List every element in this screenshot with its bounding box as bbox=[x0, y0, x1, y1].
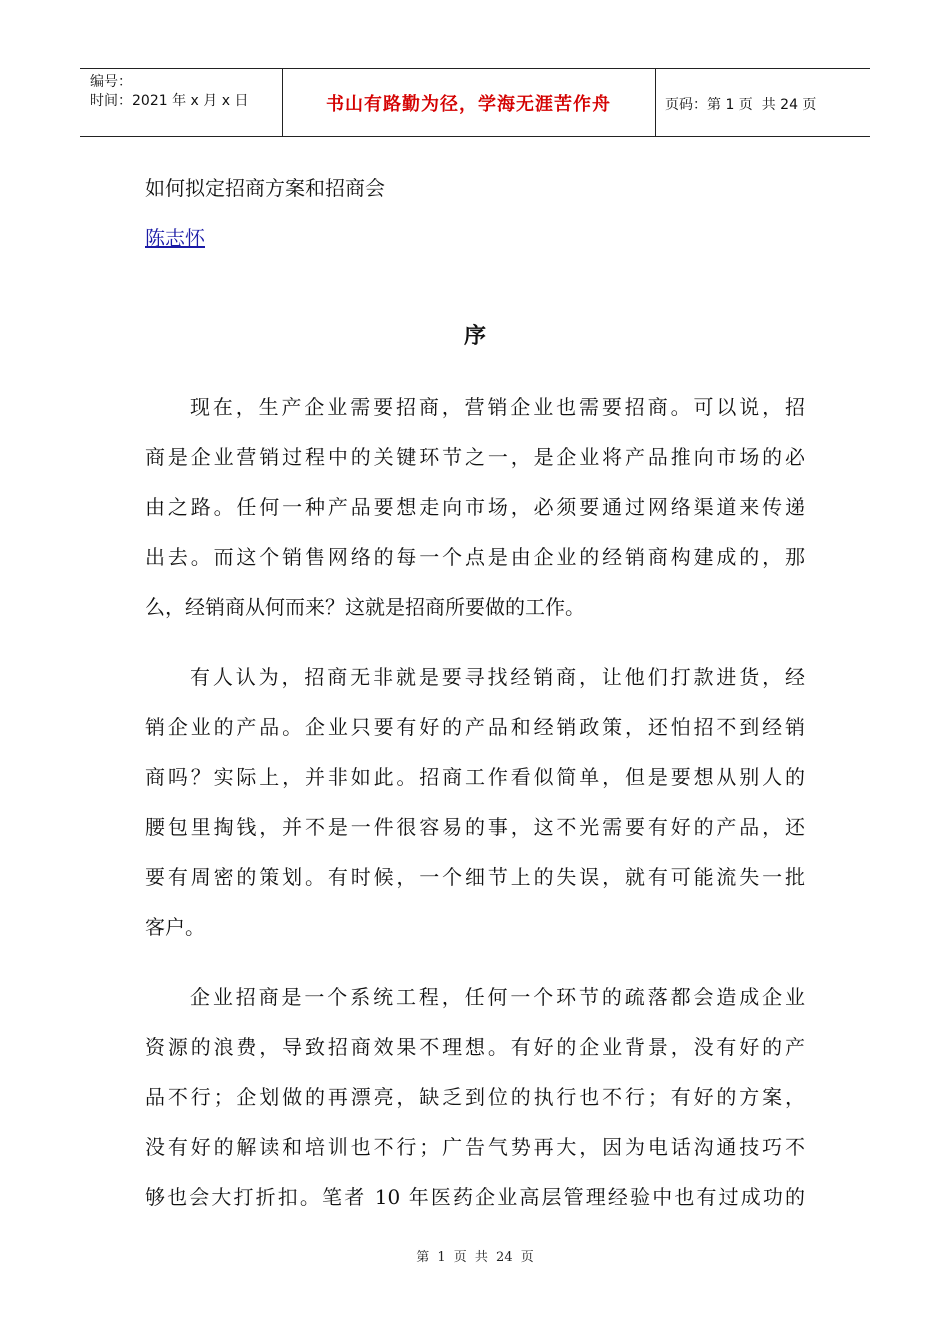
header-meta bbox=[90, 73, 248, 111]
paragraph bbox=[145, 382, 805, 632]
paragraph-line: 出去。而这个销售网络的每一个点是由企业的经销商构建成的，那 bbox=[145, 545, 805, 569]
paragraph-line: 客户。 bbox=[145, 915, 205, 939]
paragraph-line: 腰包里掏钱，并不是一件很容易的事，这不光需要有好的产品，还 bbox=[145, 815, 805, 839]
section-heading: 序 bbox=[463, 323, 486, 349]
paragraph-line: 没有好的解读和培训也不行；广告气势再大，因为电话沟通技巧不 bbox=[145, 1135, 805, 1159]
paragraph bbox=[145, 652, 805, 952]
paragraph-line: 由之路。任何一种产品要想走向市场，必须要通过网络渠道来传递 bbox=[145, 495, 805, 519]
paragraph-line: 现在，生产企业需要招商，营销企业也需要招商。可以说，招 bbox=[190, 395, 805, 419]
paragraph-line: 有人认为，招商无非就是要寻找经销商，让他们打款进货，经 bbox=[190, 665, 805, 689]
page-footer: 第 1 页 共 24 页 bbox=[416, 1250, 534, 1265]
header-motto: 书山有路勤为径，学海无涯苦作舟 bbox=[326, 94, 611, 115]
document-title: 如何拟定招商方案和招商会 bbox=[145, 176, 385, 200]
paragraph-line: 商吗？实际上，并非如此。招商工作看似简单，但是要想从别人的 bbox=[145, 765, 805, 789]
paragraph-line: 么，经销商从何而来？这就是招商所要做的工作。 bbox=[145, 595, 585, 619]
paragraph bbox=[145, 972, 805, 1222]
paragraph-line: 要有周密的策划。有时候，一个细节上的失误，就有可能流失一批 bbox=[145, 865, 805, 889]
time-label: 时间：2021 年 x 月 x 日 bbox=[90, 93, 249, 109]
header-page-info: 页码：第 1 页 共 24 页 bbox=[665, 97, 817, 113]
paragraph-line: 企业招商是一个系统工程，任何一个环节的疏落都会造成企业 bbox=[190, 985, 805, 1009]
author-link[interactable]: 陈志怀 bbox=[145, 226, 205, 250]
paragraph-line: 销企业的产品。企业只要有好的产品和经销政策，还怕招不到经销 bbox=[145, 715, 805, 739]
paragraph-line: 资源的浪费，导致招商效果不理想。有好的企业背景，没有好的产 bbox=[145, 1035, 805, 1059]
paragraph-line: 够也会大打折扣。笔者 10 年医药企业高层管理经验中也有过成功的 bbox=[145, 1185, 805, 1209]
number-label: 编号： bbox=[90, 74, 132, 90]
header-divider bbox=[655, 69, 656, 136]
page-header bbox=[80, 68, 870, 137]
paragraph-line: 商是企业营销过程中的关键环节之一，是企业将产品推向市场的必 bbox=[145, 445, 805, 469]
paragraph-line: 品不行；企划做的再漂亮，缺乏到位的执行也不行；有好的方案， bbox=[145, 1085, 805, 1109]
